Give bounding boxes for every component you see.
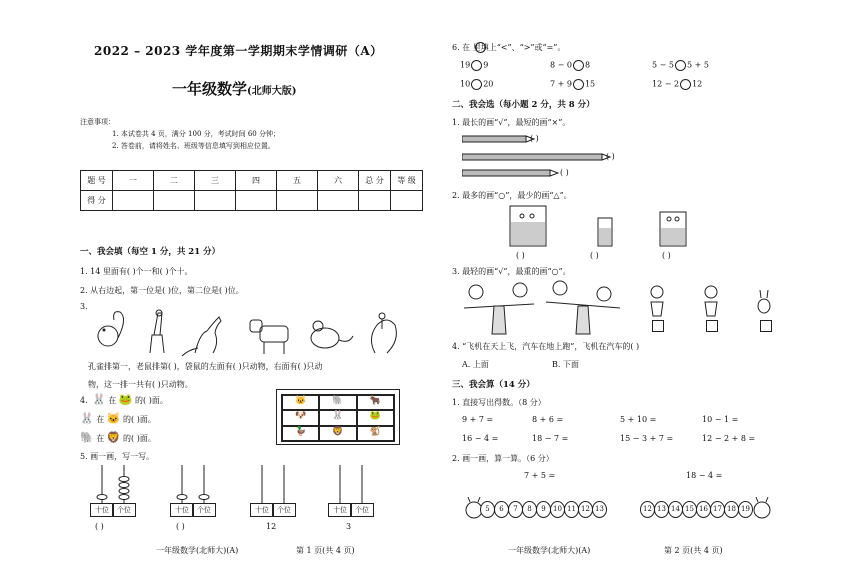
caterpillar-segment: 18 [724, 501, 739, 518]
grid-cell: 🐱 [282, 395, 319, 410]
monkey-icon [651, 286, 663, 316]
compare-1: 19 9 [460, 60, 489, 70]
s2q3-box-1[interactable] [652, 320, 664, 332]
note-2: 2. 答卷前，请将姓名、班级等信息填写到相应位置。 [112, 142, 275, 150]
s3-question-2: 2. 画一画，算一算。（6 分） [452, 454, 554, 463]
compare-3: 5 − 5 5 + 5 [652, 60, 709, 70]
section1-title: 一、我会填（每空 1 分，共 21 分） [80, 247, 221, 257]
giraffe-icon [150, 310, 164, 353]
grid-cell: 🐶 [282, 410, 319, 425]
mouse-icon [311, 321, 353, 348]
rabbit-icon [758, 290, 770, 313]
score-table [80, 170, 423, 211]
caterpillar-segment: 5 [480, 501, 495, 518]
caterpillar-1 [464, 494, 614, 524]
s2q1-answer-2[interactable]: ( ) [606, 152, 615, 161]
question-5: 5. 画一画，写一写。 [80, 452, 155, 461]
caterpillar-segment: 17 [710, 501, 725, 518]
s2q2-answer-1[interactable]: ( ) [516, 251, 525, 260]
abacus-4-answer: 3 [346, 522, 352, 531]
right-page [430, 0, 860, 588]
section3-title: 三、我会算（14 分） [452, 380, 535, 390]
caterpillar-segment: 12 [640, 501, 655, 518]
question-2: 2. 从右边起，第一位是( )位，第二位是( )位。 [80, 286, 244, 295]
calc-7: 15 − 3 + 7 = [620, 434, 674, 443]
cup-icon [510, 206, 546, 246]
grid-cell: 🐰 [319, 410, 356, 425]
calc-3: 5 + 10 = [620, 415, 657, 424]
pencil-icon [462, 154, 610, 160]
abacus-2-ones: 个位 [192, 503, 216, 517]
elephant-icon: 🐘 [80, 431, 94, 444]
calc-2: 8 + 6 = [532, 415, 564, 424]
abacus-1 [88, 463, 138, 505]
footer-right-page: 第 2 页(共 4 页) [664, 546, 723, 555]
caterpillar-segment: 9 [536, 501, 551, 518]
calc-8: 12 − 2 + 8 = [702, 434, 756, 443]
peacock-icon [371, 313, 396, 353]
caterpillar-segment: 11 [564, 501, 579, 518]
compare-circle-example [475, 42, 486, 53]
balance-scale-icon [464, 283, 534, 334]
kangaroo-icon [182, 317, 221, 356]
abacus-2 [168, 463, 218, 505]
cup-icon [598, 218, 612, 246]
s3q2-expr-1: 7 + 5 = [524, 471, 556, 480]
abacus-3-answer: 12 [266, 522, 277, 531]
calc-6: 18 − 7 = [532, 434, 569, 443]
compare-2: 8 − 0 8 [550, 60, 591, 70]
cat-icon: 🐱 [106, 412, 121, 425]
caterpillar-segment: 15 [682, 501, 697, 518]
score-table-row: 得 分 [81, 191, 423, 211]
abacus-1-answer: ( ) [95, 522, 104, 531]
s2-question-3: 3. 最轻的画“√”，最重的画“○”。 [452, 267, 571, 276]
animal-row [90, 308, 410, 358]
balance-group [464, 280, 774, 336]
balance-scale-icon [546, 281, 620, 334]
caterpillar-segment: 14 [668, 501, 683, 518]
pencil-icon [462, 170, 558, 176]
grid-cell: 🦆 [282, 426, 319, 441]
abacus-4-tens[interactable]: 十位 [328, 503, 352, 517]
cup-icon [660, 212, 686, 246]
s3q2-expr-2: 18 − 4 = [686, 471, 723, 480]
s2q1-answer-3[interactable]: ( ) [560, 168, 569, 177]
grid-cell: 🐒 [357, 426, 394, 441]
abacus-2-tens: 十位 [170, 503, 194, 517]
abacus-3-ones[interactable]: 个位 [272, 503, 296, 517]
question-6: 6. 在 里填上“<”、“>”或“=”。 [452, 43, 566, 52]
grid-cell: 🐸 [357, 410, 394, 425]
caterpillar-segment: 13 [592, 501, 607, 518]
question-4-row-2: 🐰 在 🐱 的( )面。 [80, 412, 156, 425]
s2-question-2: 2. 最多的画“○”，最少的画“△”。 [452, 191, 572, 200]
exam-subtitle: 一年级数学(北师大版) [172, 80, 297, 98]
score-table-header: 题 号 一 二 三 四 五 六 总 分 等 级 [81, 171, 423, 191]
question-1: 1. 14 里面有( )个一和( )个十。 [80, 267, 193, 276]
compare-6: 12 − 2 12 [652, 79, 703, 89]
grid-cell: 🐘 [319, 395, 356, 410]
calc-1: 9 + 7 = [462, 415, 494, 424]
question-3-number: 3. [80, 302, 88, 311]
abacus-1-tens: 十位 [90, 503, 114, 517]
squirrel-icon [98, 312, 124, 346]
caterpillar-segment: 12 [578, 501, 593, 518]
caterpillar-segment: 8 [522, 501, 537, 518]
s3-question-1: 1. 直接写出得数。（8 分） [452, 398, 546, 407]
s2-question-4: 4. “飞机在天上飞，汽车在地上跑”，飞机在汽车的( ) [452, 342, 640, 351]
footer-left-title: 一年级数学(北师大)(A) [156, 546, 239, 555]
caterpillar-segment: 7 [508, 501, 523, 518]
lion-icon: 🦁 [106, 431, 121, 444]
caterpillar-head-icon [752, 496, 772, 520]
frog-icon: 🐸 [118, 393, 133, 406]
abacus-3 [248, 463, 298, 505]
note-1: 1. 本试卷共 4 页，满分 100 分，考试时间 60 分钟； [112, 130, 280, 138]
caterpillar-segment: 6 [494, 501, 509, 518]
caterpillar-segment: 16 [696, 501, 711, 518]
question-4-row-1: 🐰 在 🐸 的( )面。 [92, 393, 168, 406]
footer-left-page: 第 1 页(共 4 页) [296, 546, 355, 555]
monkey-icon [705, 286, 717, 316]
notes-label: 注意事项： [80, 118, 115, 126]
rabbit-icon: 🐰 [80, 412, 94, 425]
exam-title: 2022 – 2023 学年度第一学期期末学情调研（A） [94, 44, 383, 58]
abacus-4-ones[interactable]: 个位 [350, 503, 374, 517]
s2q1-answer-1[interactable]: ( ) [530, 134, 539, 143]
question-4-row-3: 🐘 在 🦁 的( )面。 [80, 431, 156, 444]
section2-title: 二、我会选（每小题 2 分，共 8 分） [452, 100, 595, 110]
s2q2-answer-3[interactable]: ( ) [662, 251, 671, 260]
grid-cell: 🐂 [357, 395, 394, 410]
animal-grid [276, 389, 400, 445]
s2q3-box-2[interactable] [706, 320, 718, 332]
caterpillar-segment: 19 [738, 501, 753, 518]
s2q3-box-3[interactable] [760, 320, 772, 332]
pencil-group [462, 134, 622, 180]
abacus-3-tens[interactable]: 十位 [250, 503, 274, 517]
caterpillar-segment: 13 [654, 501, 669, 518]
cup-group [508, 204, 708, 248]
s2q2-answer-2[interactable]: ( ) [590, 251, 599, 260]
rabbit-icon: 🐰 [92, 393, 106, 406]
calc-4: 10 − 1 = [702, 415, 739, 424]
abacus-4 [326, 463, 376, 505]
abacus-1-ones: 个位 [112, 503, 136, 517]
compare-4: 10 20 [460, 79, 494, 89]
footer-right-title: 一年级数学(北师大)(A) [508, 546, 591, 555]
pencil-icon [462, 136, 534, 142]
caterpillar-segment: 10 [550, 501, 565, 518]
question-3-line1: 孔雀排第一，老鼠排第( )，袋鼠的左面有( )只动物，右面有( )只动 [88, 362, 323, 371]
question-4-number: 4. [80, 396, 88, 405]
s2q4-option-a[interactable]: A. 上面 [462, 360, 489, 369]
cow-icon [250, 320, 288, 354]
s2q4-option-b[interactable]: B. 下面 [552, 360, 579, 369]
compare-5: 7 + 9 15 [550, 79, 596, 89]
question-3-line2: 物，这一排一共有( )只动物。 [88, 380, 193, 389]
caterpillar-2 [636, 494, 776, 524]
s2-question-1: 1. 最长的画“√”，最短的画“×”。 [452, 118, 571, 127]
calc-5: 16 − 4 = [462, 434, 499, 443]
abacus-2-answer: ( ) [176, 522, 185, 531]
grid-cell: 🦁 [319, 426, 356, 441]
